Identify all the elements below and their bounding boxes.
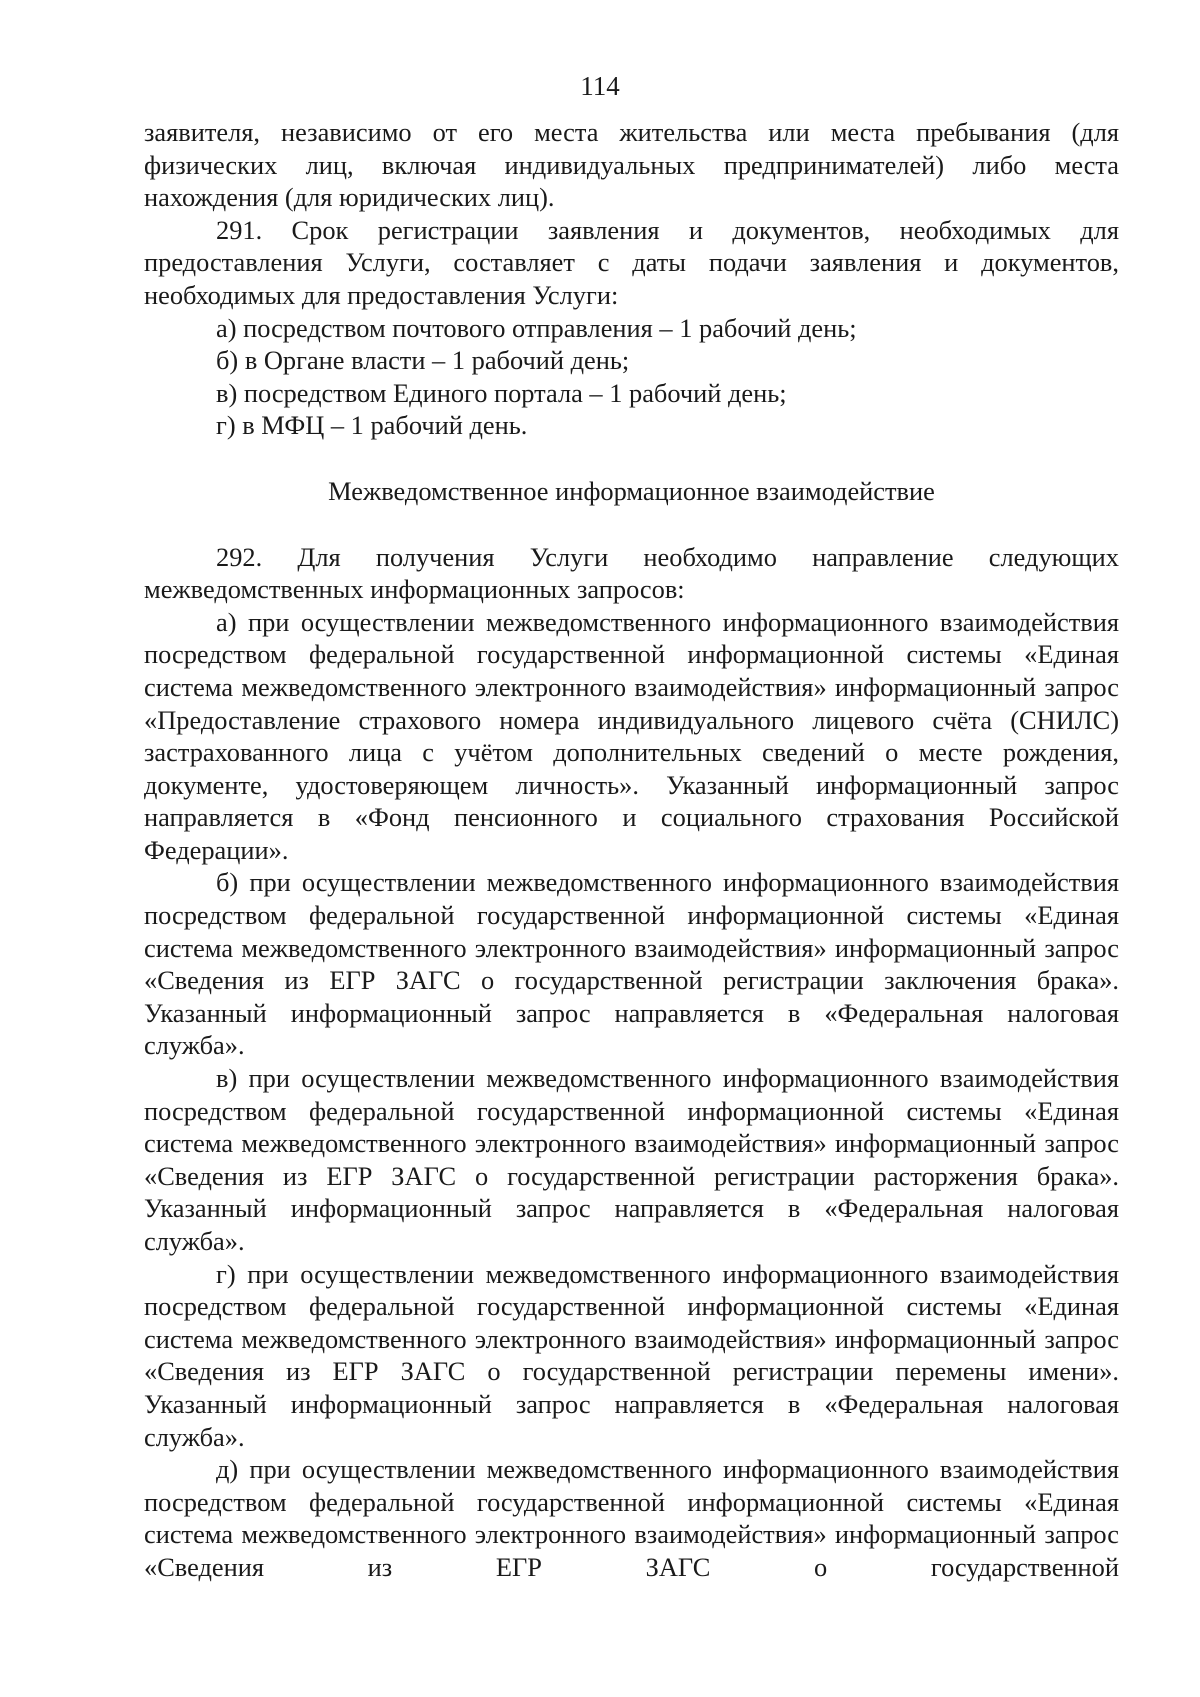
list-item-291-a: а) посредством почтового отправления – 1 рабочий день; — [216, 312, 857, 343]
list-item-291-b: б) в Органе власти – 1 рабочий день; — [216, 345, 630, 376]
list-item-292-d: д) при осуществлении межведомственного информационного взаимодействия посредством федеральной государственной информационной системы «Единая система межведомственного электронного взаимодействия» информационный запрос «Сведения из ЕГР ЗАГС о государственной — [144, 1454, 1119, 1582]
list-item-292-b: б) при осуществлении межведомственного информационного взаимодействия посредством федеральной государственной информационной системы «Единая система межведомственного электронного взаимодействия» информационный запрос «Сведения из ЕГР ЗАГС о государственной регистрации заключения брака». Указанный информационный запрос направляется в «Федеральная налоговая служба». — [144, 867, 1119, 1061]
list-item-291-g: г) в МФЦ – 1 рабочий день. — [216, 410, 528, 441]
continuation-paragraph: заявителя, независимо от его места жительства или места пребывания (для физических лиц, включая индивидуальных предпринимателей) либо места нахождения (для юридических лиц). — [144, 117, 1119, 213]
section-heading: Межведомственное информационное взаимодействие — [328, 475, 935, 506]
list-item-292-v: в) при осуществлении межведомственного информационного взаимодействия посредством федеральной государственной информационной системы «Единая система межведомственного электронного взаимодействия» информационный запрос «Сведения из ЕГР ЗАГС о государственной регистрации расторжения брака». Указанный информационный запрос направляется в «Федеральная налоговая служба». — [144, 1063, 1119, 1256]
list-item-291-v: в) посредством Единого портала – 1 рабочий день; — [216, 377, 787, 408]
page-number: 114 — [580, 71, 620, 101]
document-body — [144, 116, 1119, 1584]
list-item-292-a: а) при осуществлении межведомственного информационного взаимодействия посредством федеральной государственной информационной системы «Единая система межведомственного электронного взаимодействия» информационный запрос «Предоставление страхового номера индивидуального лицевого счёта (СНИЛС) застрахованного лица с учётом дополнительных сведений о месте рождения, документе, удостоверяющем личность». Указанный информационный запрос направляется в «Фонд пенсионного и социального страхования Российской Федерации». — [144, 606, 1119, 865]
paragraph-292: 292. Для получения Услуги необходимо направление следующих межведомственных информационных запросов: — [144, 541, 1119, 605]
list-item-292-g: г) при осуществлении межведомственного информационного взаимодействия посредством федеральной государственной информационной системы «Единая система межведомственного электронного взаимодействия» информационный запрос «Сведения из ЕГР ЗАГС о государственной регистрации перемены имени». Указанный информационный запрос направляется в «Федеральная налоговая служба». — [144, 1258, 1119, 1452]
paragraph-291: 291. Срок регистрации заявления и документов, необходимых для предоставления Услуги, составляет с даты подачи заявления и документов, необходимых для предоставления Услуги: — [144, 214, 1119, 310]
